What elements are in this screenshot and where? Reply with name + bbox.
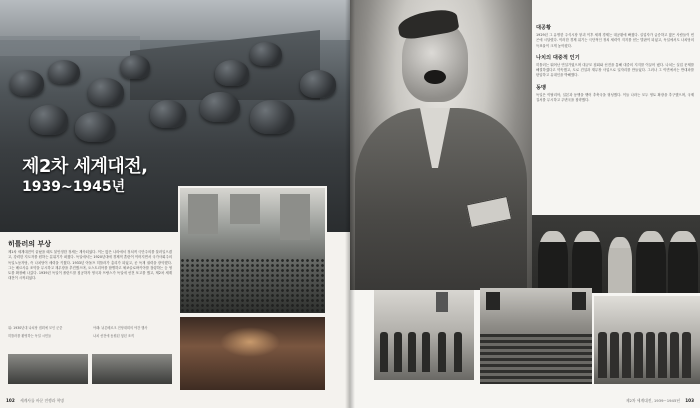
caption: 위: 1930년대 나치당 집회에 모인 군중	[8, 326, 63, 330]
section-heading: 히틀러의 부상	[8, 240, 52, 248]
section-text: 히틀러는 뛰어난 연설가였으며 대규모 집회와 선전을 통해 대중의 지지를 이끌어 냈다. 나치는 실업 문제를 해결하겠다고 약속했고, 도로 건설과 재무장 사업으로 일자리를 만들었다. 그러나 그 이면에서는 반대파를 탄압하고 유대인을 박해했다.	[536, 62, 694, 78]
running-head: 세계사를 바꾼 전쟁과 혁명	[19, 398, 64, 403]
officials-photo	[532, 215, 700, 293]
book-gutter	[345, 0, 355, 408]
chapter-years: 1939~1945년	[22, 179, 126, 195]
caption: 나치 선전에 동원된 청년 조직	[93, 333, 135, 338]
section-heading: 동맹	[536, 84, 547, 91]
page-number: 102	[6, 398, 15, 403]
captions	[8, 326, 172, 338]
thumbnail-strip	[8, 354, 172, 384]
section-heading: 나치의 대중적 인기	[536, 54, 580, 61]
right-page	[350, 0, 700, 408]
troops-lineup-photo	[594, 296, 700, 384]
mass-rally-photo	[480, 288, 592, 384]
section-text: 독일은 이탈리아, 일본과 동맹을 맺어 추축국을 형성했다. 이들 나라는 모두 영토 확장을 추구했으며, 국제 질서를 무시하고 주변국을 침략했다.	[536, 92, 694, 103]
section-heading: 대공황	[536, 25, 552, 31]
thumbnail-photo	[8, 354, 88, 384]
running-head: 제2차 세계대전, 1939~1945년	[625, 398, 681, 403]
thumbnail-photo	[92, 354, 172, 384]
caption: 히틀러를 환영하는 독일 시민들	[8, 333, 52, 338]
page-number: 103	[685, 398, 694, 403]
text-column	[536, 24, 694, 108]
crowd-photo	[178, 186, 327, 315]
body-text: 제1차 세계대전이 끝났을 때도 불안정한 정세는 계속되었다. 이는 많은 나라에서 정치적 극단주의를 불러일으켰고, 강력한 지도자를 원하는 분위기가 퍼졌다. 독일에서는 1920년대에 경제적 혼란이 이어지면서 국가사회주의독일노동자당, 즉 나치당이 세력을 키웠다. 1933년 아돌프 히틀러가 총리가 되었고, 곧 독재 권력을 장악했다. 그는 베르사유 조약을 무시하고 재무장을 추진했으며, 오스트리아를 합병하고 체코슬로바키아를 점령하는 등 영토를 확장해 나갔다. 1939년 독일이 폴란드를 침공하자 영국과 프랑스가 독일에 선전 포고를 했고, 제2차 세계대전이 시작되었다.	[8, 250, 172, 281]
section-text: 1929년 그 유명한 주식시장 붕괴 이후 세계 경제는 대공황에 빠졌다. 실업자가 급증하고 많은 사람들이 빈곤에 시달렸다. 이러한 경제 위기는 극단적인 정치 세력이 지지를 얻는 발판이 되었고, 독일에서도 나치당의 득표율이 크게 높아졌다.	[536, 33, 694, 48]
hitler-portrait-photo	[350, 0, 532, 290]
chapter-title: 제2차 세계대전,	[22, 156, 148, 177]
caption: 아래: 뉘른베르크 전당대회의 야간 행사	[93, 326, 148, 330]
right-footer	[626, 398, 694, 404]
left-footer	[6, 398, 64, 404]
night-rally-photo	[178, 315, 327, 392]
marching-soldiers-photo	[374, 290, 474, 380]
